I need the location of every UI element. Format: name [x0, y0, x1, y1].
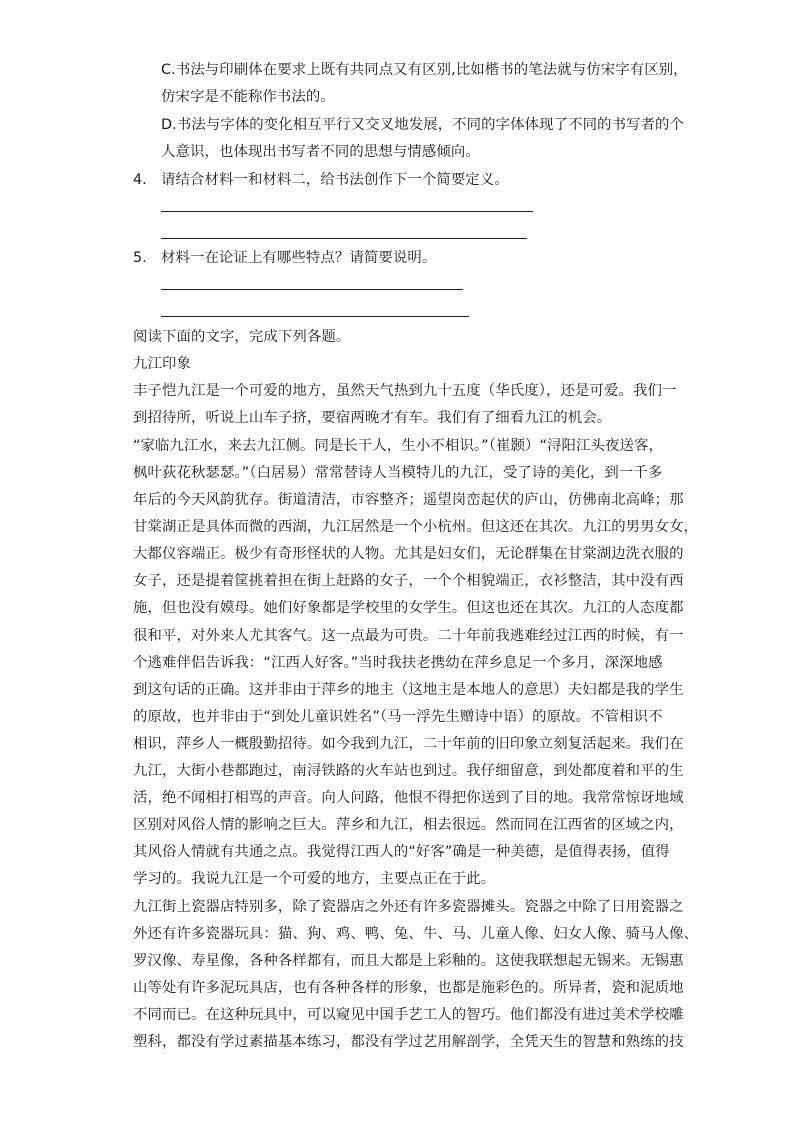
article-line: 塑科，都没有学过素描基本练习，都没有学过艺用解剖学，全凭天生的智慧和熟练的技: [133, 1034, 684, 1050]
article-line: 九江街上瓷器店特别多，除了瓷器店之外还有许多瓷器摊头。瓷器之中除了日用瓷器之: [133, 899, 684, 915]
article-line: 大都仪容端正。极少有奇形怪状的人物。尤其是妇女们，无论群集在甘棠湖边洗衣服的: [133, 546, 684, 562]
article-line: 很和平，对外来人尤其客气。这一点最为可贵。二十年前我逃难经过江西的时候，有一: [133, 628, 684, 644]
reading-instruction: 阅读下面的文字，完成下列各题。: [133, 329, 351, 345]
article-line: 甘棠湖正是具体而微的西湖，九江居然是一个小杭州。但这还在其次。九江的男男女女，: [133, 519, 699, 535]
option-c-line-1: C.书法与印刷体在要求上既有共同点又有区别,比如楷书的笔法就与仿宋字有区别，: [161, 62, 688, 78]
article-line: 的原故，也并非由于“到处儿童识姓名”（马一浮先生赠诗中语）的原故。不管相识不: [133, 709, 663, 725]
article-line: 其风俗人情就有共通之点。我觉得江西人的“好客”确是一种美德，是值得表扬，值得: [133, 844, 670, 860]
article-line: 年后的今天风韵犹存。街道清洁，市容整齐；遥望岗峦起伏的庐山，仿佛南北高峰；那: [133, 492, 684, 508]
article-line: 枫叶荻花秋瑟瑟。”（白居易）常常替诗人当模特儿的九江，受了诗的美化，到一千多: [133, 465, 663, 481]
question-5-answer-line-2: [161, 316, 469, 317]
article-line: 个逃难伴侣告诉我：“江西人好客。”当时我扶老携幼在萍乡息足一个多月，深深地感: [133, 655, 663, 671]
article-line: 九江，大街小巷都跑过，南浔铁路的火车站也到过。我仔细留意，到处都度着和平的生: [133, 763, 684, 779]
article-line: 女子，还是提着筐挑着担在街上赶路的女子，一个个相貌端正，衣衫整洁，其中没有西: [133, 573, 684, 589]
article-line: 丰子恺九江是一个可爱的地方，虽然天气热到九十五度（华氏度），还是可爱。我们一: [133, 383, 677, 399]
question-5-text: 材料一在论证上有哪些特点？请简要说明。: [161, 250, 437, 266]
question-4-answer-line-2: [161, 238, 527, 239]
question-4-text: 请结合材料一和材料二，给书法创作下一个简要定义。: [161, 172, 509, 188]
article-line: 到这句话的正确。这并非由于萍乡的地主（这地主是本地人的意思）夫妇都是我的学生: [133, 682, 684, 698]
article-line: 到招待所，听说上山车子挤，要宿两晚才有车。我们有了细看九江的机会。: [133, 410, 612, 426]
option-d-line-2: 人意识，也体现出书写者不同的思想与情感倾向。: [161, 144, 480, 160]
question-4-answer-line-1: [161, 211, 533, 212]
article-title: 九江印象: [133, 356, 191, 372]
option-c-line-2: 仿宋字是不能称作书法的。: [161, 89, 335, 105]
question-5-answer-line-1: [161, 289, 463, 290]
article-line: 活，绝不闻相打相骂的声音。向人问路，他恨不得把你送到了目的地。我常常惊讶地域: [133, 790, 684, 806]
article-line: 施，但也没有嫫母。她们好象都是学校里的女学生。但这也还在其次。九江的人态度都: [133, 600, 684, 616]
question-5-number: 5.: [133, 250, 147, 266]
question-4-number: 4.: [133, 172, 147, 188]
article-line: 山等处有许多泥玩具店，也有各种各样的形象，也都是施彩色的。所异者，瓷和泥质地: [133, 980, 684, 996]
article-line: 罗汉像、寿星像，各种各样都有，而且大都是上彩釉的。这使我联想起无锡来。无锡惠: [133, 953, 684, 969]
article-line: 外还有许多瓷器玩具：猫、狗、鸡、鸭、兔、牛、马、儿童人像、妇女人像、骑马人像、: [133, 926, 699, 942]
article-line: 学习的。我说九江是一个可爱的地方，主要点正在于此。: [133, 871, 496, 887]
option-d-line-1: D.书法与字体的变化相互平行又交叉地发展，不同的字体体现了不同的书写者的个: [161, 117, 685, 133]
article-line: “家临九江水，来去九江侧。同是长干人，生小不相识。”（崔颢）“浔阳江头夜送客，: [133, 438, 663, 454]
article-line: 不同而已。在这种玩具中，可以窥见中国手艺工人的智巧。他们都没有进过美术学校雕: [133, 1007, 684, 1023]
article-line: 区别对风俗人情的影响之巨大。萍乡和九江，相去很远。然而同在江西省的区域之内，: [133, 817, 684, 833]
article-line: 相识，萍乡人一概殷勤招待。如今我到九江，二十年前的旧印象立刻复活起来。我们在: [133, 736, 684, 752]
